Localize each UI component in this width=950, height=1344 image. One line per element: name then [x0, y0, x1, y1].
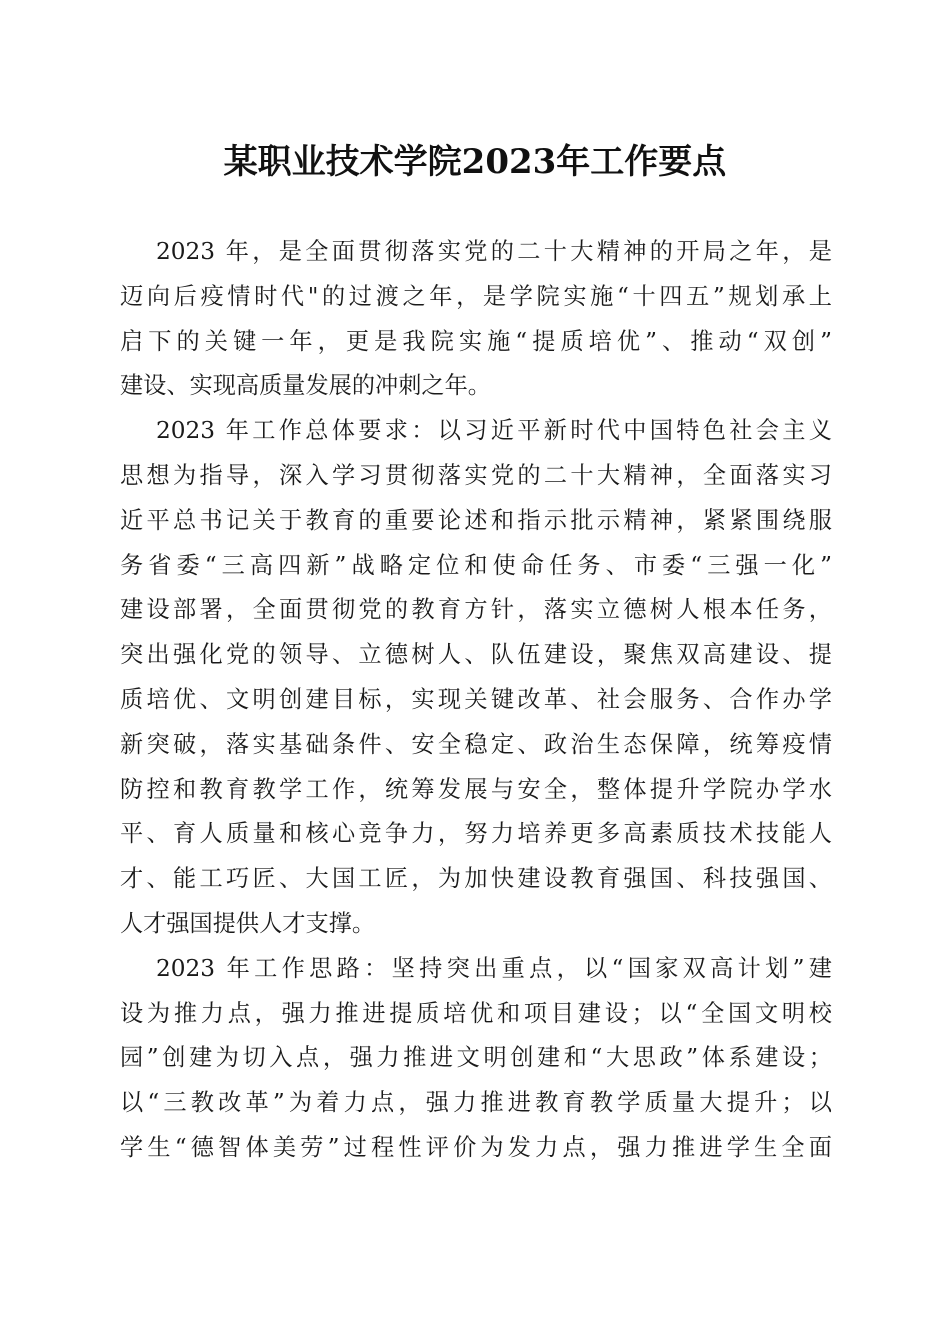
paragraph-work-approach	[120, 947, 832, 1171]
text-line: 启下的关键一年，更是我院实施“提质培优”、推动“双创”	[120, 327, 832, 355]
text-line: 人才强国提供人才支撑。	[120, 909, 376, 937]
paragraph-general-requirements	[120, 409, 832, 947]
text-line: 新突破，落实基础条件、安全稳定、政治生态保障，统筹疫情	[120, 730, 832, 758]
document-body	[120, 230, 832, 1171]
text-line: 平、育人质量和核心竞争力，努力培养更多高素质技术技能人	[120, 820, 832, 848]
text-line: 才、能工巧匠、大国工匠，为加快建设教育强国、科技强国、	[120, 865, 832, 893]
text-line: 近平总书记关于教育的重要论述和指示批示精神，紧紧围绕服	[120, 506, 832, 534]
text-line: 园”创建为切入点，强力推进文明创建和“大思政”体系建设；	[120, 1044, 832, 1072]
text-line: 2023 年，是全面贯彻落实党的二十大精神的开局之年，是	[156, 238, 832, 265]
text-line: 突出强化党的领导、立德树人、队伍建设，聚焦双高建设、提	[120, 641, 832, 669]
text-line: 学生“德智体美劳”过程性评价为发力点，强力推进学生全面	[120, 1133, 832, 1161]
text-line: 2023 年工作总体要求：以习近平新时代中国特色社会主义	[156, 417, 832, 445]
text-line: 建设、实现高质量发展的冲刺之年。	[120, 372, 491, 400]
text-line: 防控和教育教学工作，统筹发展与安全，整体提升学院办学水	[120, 775, 832, 803]
document-title: 某职业技术学院2023年工作要点	[223, 142, 727, 182]
text-line: 思想为指导，深入学习贯彻落实党的二十大精神，全面落实习	[120, 461, 832, 489]
text-line: 2023 年工作思路：坚持突出重点，以“国家双高计划”建	[156, 954, 832, 982]
text-line: 设为推力点，强力推进提质培优和项目建设；以“全国文明校	[120, 999, 832, 1027]
text-line: 以“三教改革”为着力点，强力推进教育教学质量大提升；以	[120, 1089, 832, 1117]
text-line: 建设部署，全面贯彻党的教育方针，落实立德树人根本任务，	[120, 596, 832, 624]
text-line: 迈向后疫情时代"的过渡之年，是学院实施“十四五”规划承上	[120, 282, 832, 310]
text-line: 质培优、文明创建目标，实现关键改革、社会服务、合作办学	[120, 685, 832, 713]
paragraph-intro	[120, 230, 832, 409]
text-line: 务省委“三高四新”战略定位和使命任务、市委“三强一化”	[120, 551, 832, 579]
